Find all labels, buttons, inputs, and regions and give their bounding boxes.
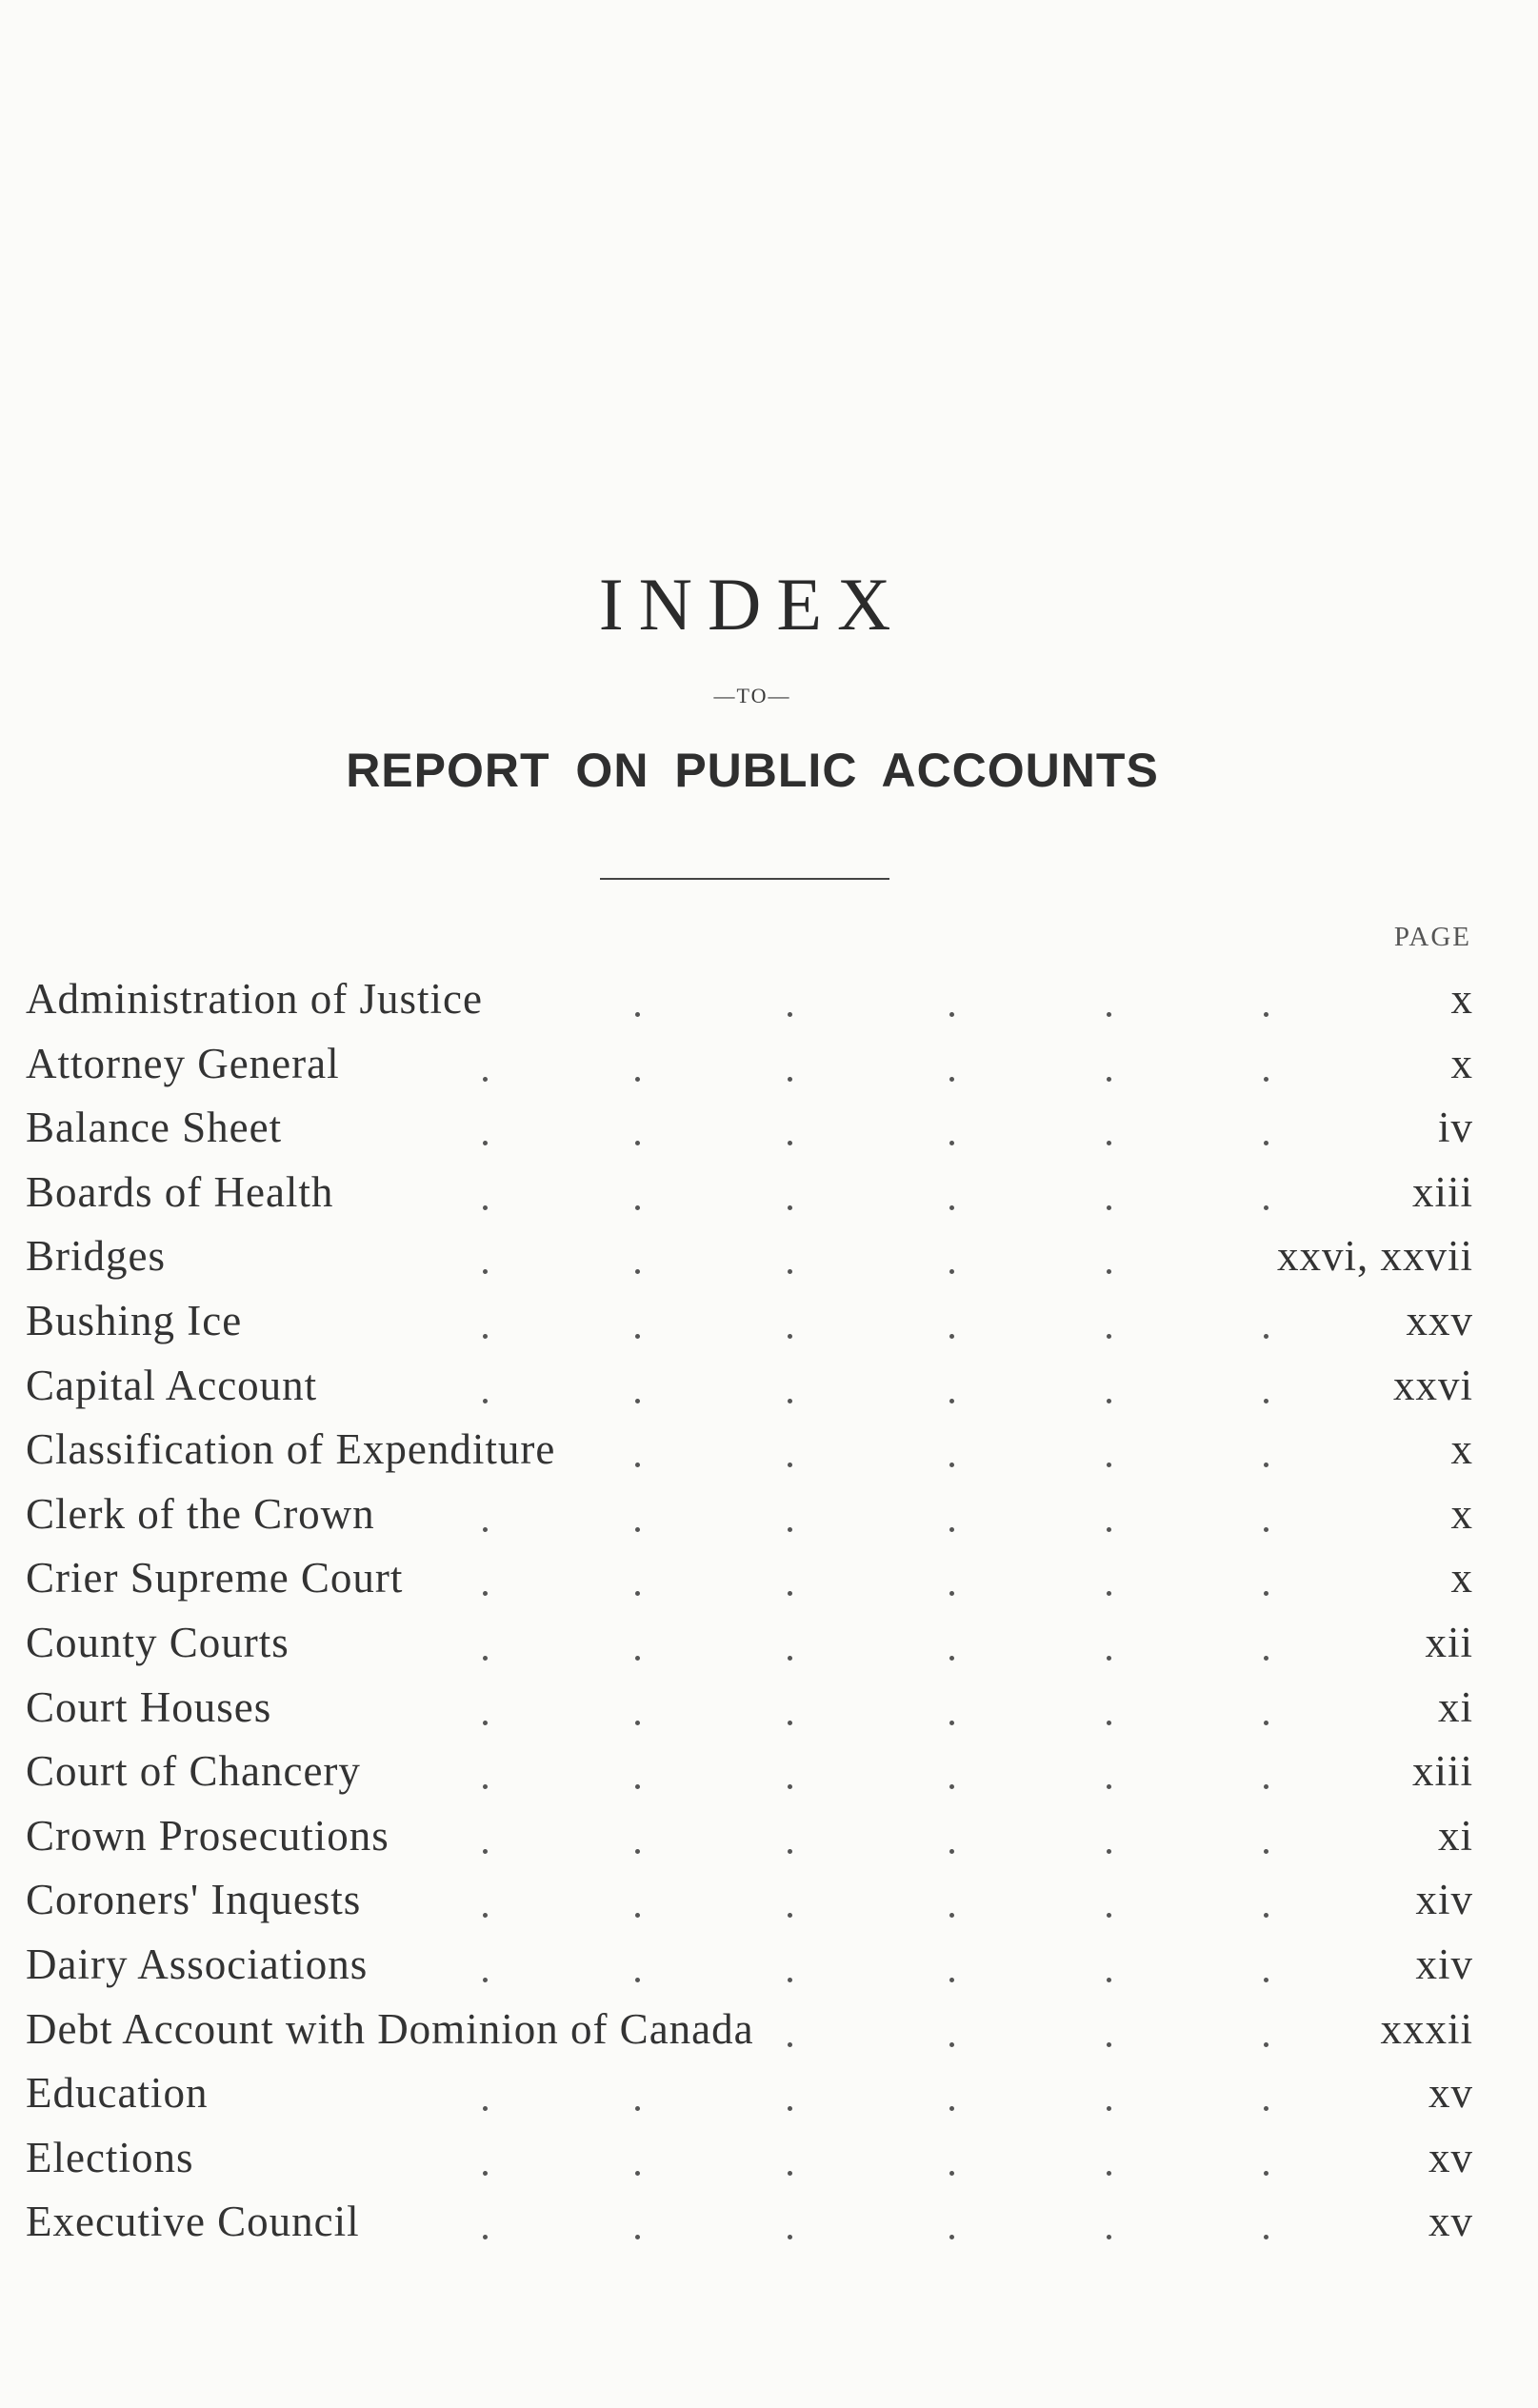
index-entry: [26, 1482, 1473, 1546]
entry-page-number: xiii: [1411, 1167, 1473, 1216]
index-entry: [26, 1739, 1473, 1803]
entry-label: Bridges: [26, 1232, 166, 1281]
entry-page-number: xii: [1425, 1618, 1473, 1666]
index-entry: [26, 1610, 1473, 1675]
index-entry: [26, 1224, 1473, 1288]
entry-page-number: xiv: [1415, 1940, 1473, 1988]
entry-page-number: xiii: [1411, 1747, 1473, 1796]
index-entry: [26, 1160, 1473, 1224]
entry-page-number: xi: [1437, 1682, 1473, 1731]
entry-page-number: xxvi, xxvii: [1276, 1232, 1473, 1281]
entry-label: County Courts: [26, 1618, 290, 1666]
entry-label: Attorney General: [26, 1039, 340, 1087]
index-entry: [26, 1803, 1473, 1868]
entry-page-number: xv: [1428, 2069, 1473, 2118]
entry-label: Crier Supreme Court: [26, 1554, 404, 1602]
entry-label: Clerk of the Crown: [26, 1489, 375, 1538]
entry-page-number: xxvi: [1392, 1361, 1473, 1409]
leader-dots: [26, 1224, 1473, 1288]
entry-page-number: xiv: [1415, 1876, 1473, 1924]
entry-label: Bushing Ice: [26, 1296, 243, 1344]
entry-label: Crown Prosecutions: [26, 1811, 389, 1860]
report-subtitle: REPORT ON PUBLIC ACCOUNTS: [346, 744, 1159, 797]
index-entry: [26, 1288, 1473, 1353]
entry-label: Education: [26, 2069, 209, 2118]
leader-dots: [26, 2060, 1473, 2125]
index-entry: [26, 1095, 1473, 1160]
index-entry: [26, 1675, 1473, 1740]
index-entry: [26, 966, 1473, 1031]
entry-label: Elections: [26, 2133, 194, 2181]
entry-page-number: x: [1450, 1425, 1473, 1474]
index-entry: [26, 1353, 1473, 1418]
entry-page-number: iv: [1437, 1104, 1473, 1152]
entry-page-number: xv: [1428, 2198, 1473, 2246]
leader-dots: [26, 1288, 1473, 1353]
entry-page-number: x: [1450, 975, 1473, 1023]
entry-label: Classification of Expenditure: [26, 1425, 556, 1474]
divider-rule: [600, 878, 889, 880]
index-entry: [26, 1545, 1473, 1610]
index-entry: [26, 2125, 1473, 2190]
entry-label: Court of Chancery: [26, 1747, 361, 1796]
index-entry-list: [26, 966, 1473, 2254]
connector-text: —TO—: [713, 684, 791, 707]
entry-page-number: xi: [1437, 1811, 1473, 1860]
page-column-header: PAGE: [1393, 922, 1471, 952]
entry-label: Balance Sheet: [26, 1104, 283, 1152]
entry-page-number: xxv: [1406, 1296, 1473, 1344]
entry-label: Administration of Justice: [26, 975, 483, 1023]
index-entry: [26, 2189, 1473, 2254]
index-entry: [26, 1867, 1473, 1932]
entry-label: Capital Account: [26, 1361, 318, 1409]
entry-label: Coroners' Inquests: [26, 1876, 362, 1924]
entry-page-number: x: [1450, 1554, 1473, 1602]
index-entry: [26, 1031, 1473, 1096]
index-entry: [26, 1932, 1473, 1997]
entry-label: Court Houses: [26, 1682, 272, 1731]
entry-label: Dairy Associations: [26, 1940, 369, 1988]
index-entry: [26, 1997, 1473, 2061]
entry-page-number: x: [1450, 1489, 1473, 1538]
index-title: INDEX: [598, 563, 907, 646]
entry-label: Executive Council: [26, 2198, 360, 2246]
index-entry: [26, 1417, 1473, 1482]
entry-label: Debt Account with Dominion of Canada: [26, 2004, 754, 2053]
entry-label: Boards of Health: [26, 1167, 334, 1216]
index-entry: [26, 2060, 1473, 2125]
entry-page-number: x: [1450, 1039, 1473, 1087]
leader-dots: [26, 2125, 1473, 2190]
entry-page-number: xxxii: [1380, 2004, 1473, 2053]
entry-page-number: xv: [1428, 2133, 1473, 2181]
